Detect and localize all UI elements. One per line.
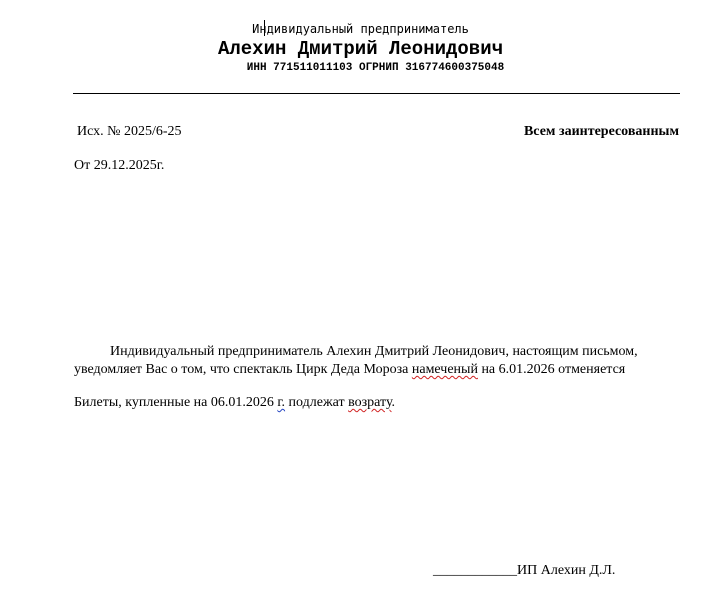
- body-paragraph-1-line-2: [74, 361, 674, 379]
- signature-line: ____________: [433, 563, 517, 578]
- spelling-error-word[interactable]: возрату: [348, 395, 392, 410]
- addressee: Всем заинтересованным: [523, 124, 679, 139]
- body-text: на 6.01.2026 отменяется: [477, 362, 626, 377]
- letter-date: От 29.12.2025г.: [74, 158, 165, 173]
- body-text: Билеты, купленные на 06.01.2026: [74, 395, 278, 410]
- header-name: Алехин Дмитрий Леонидович: [217, 38, 504, 60]
- header-subtitle: Индивидуальный предприниматель: [252, 22, 469, 36]
- grammar-flag-word[interactable]: г.: [277, 395, 286, 410]
- body-paragraph-1: [74, 343, 674, 379]
- body-paragraph-1-line-1: Индивидуальный предприниматель Алехин Дмитрий Леонидович, настоящим письмом,: [110, 344, 638, 359]
- body-text: подлежат: [285, 395, 349, 410]
- header-divider: [73, 93, 680, 94]
- body-text: уведомляет Вас о том, что спектакль Цирк Деда Мороза: [74, 362, 412, 377]
- signature-block: [433, 562, 615, 580]
- outgoing-number: Исх. № 2025/6-25: [77, 124, 182, 139]
- header-ids: ИНН 771511011103 ОГРНИП 316774600375048: [246, 62, 505, 74]
- body-paragraph-2: [74, 394, 395, 412]
- body-text: .: [391, 395, 396, 410]
- spelling-error-word[interactable]: намеченый: [411, 362, 478, 377]
- signature-label: ИП Алехин Д.Л.: [517, 563, 616, 578]
